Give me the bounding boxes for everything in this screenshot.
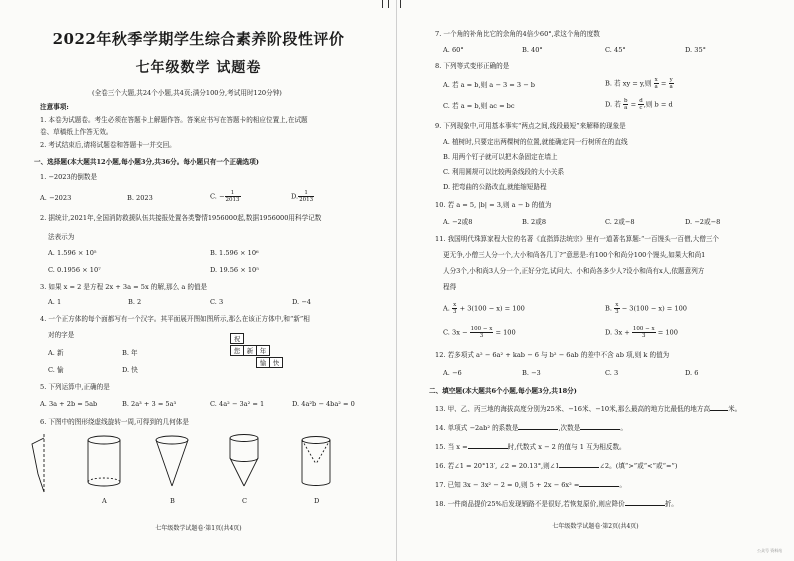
net-cell: 年 (256, 345, 270, 356)
option-a: A. 1 (48, 298, 62, 306)
option-d: D. $\frac{1}{2013}$ (291, 190, 314, 203)
option-a: A. −6 (443, 369, 462, 377)
option-c: C. 0.1956 × 10⁷ (48, 266, 101, 274)
answer-blank (468, 448, 508, 449)
option-c: C. 4a² − 3a² = 1 (210, 400, 265, 408)
question-stem: 7. 一个角的补角比它的余角的4倍少60°,求这个角的度数 (435, 30, 600, 38)
option-a: A. 60° (443, 46, 464, 54)
option-a: A. 新 (48, 349, 64, 357)
option-a: A. −2023 (40, 194, 72, 202)
answer-blank (580, 429, 620, 430)
question-stem: 10. 若 a = 5, |b| = 3,则 a − b 的值为 (435, 201, 552, 209)
option-b: B. 2023 (127, 194, 153, 202)
net-cell: 祝 (230, 333, 244, 344)
exam-title: 2022年秋季学期学生综合素养阶段性评价 (52, 30, 345, 48)
option-d: D. −2或−8 (685, 218, 721, 226)
answer-blank (710, 410, 728, 411)
page-footer: 七年级数学试题卷·第1页(共4页) (155, 525, 242, 532)
option-b: B. 2 (128, 298, 142, 306)
question-stem: 3. 如果 x = 2 是方程 2x + 3a = 5x 的解,那么 a 的值是 (40, 283, 208, 291)
question-stem: 法表示为 (48, 233, 75, 241)
notice-line: 1. 本卷为试题卷。考生必须在答题卡上解题作答。答案应书写在答题卡的相应位置上,在试题 (40, 116, 308, 124)
question-stem: 2. 据统计,2021年,全国消防救援队伍共接报处置各类警情1956000起,数据1956000用科学记数 (40, 214, 322, 222)
option-d: D. 把弯曲的公路改直,就能缩短路程 (443, 183, 547, 191)
binding-mark (382, 0, 383, 8)
answer-blank (625, 505, 665, 506)
question-stem: 5. 下列运算中,正确的是 (40, 383, 110, 391)
cylinder-cone-figure (302, 437, 330, 486)
option-d: D. 快 (122, 366, 138, 374)
option-b: B. −3 (522, 369, 541, 377)
fill-question: 15. 当 x = 时,代数式 x − 2 的值与 1 互为相反数。 (435, 443, 626, 451)
option-d: D. −4 (292, 298, 311, 306)
cone-cylinder-figure (230, 435, 258, 487)
option-c: C. 愉 (48, 366, 64, 374)
question-stem: 1. −2023的倒数是 (40, 173, 98, 181)
figure-label: A (102, 497, 107, 505)
fill-question: 13. 甲、乙、丙三地的海拔高度分别为25米、−16米、−10米,那么最高的地方比最低的地方高 米。 (435, 405, 742, 413)
option-b: B. 年 (122, 349, 138, 357)
fill-question: 16. 若∠1 = 20°13′, ∠2 = 20.13°,则∠1 ∠2。(填“>”或“<”或“=”) (435, 462, 678, 470)
option-b: B. $\frac{x}{3}$ − 3(100 − x) = 100 (605, 302, 687, 315)
figure-label: B (170, 497, 175, 505)
fill-question: 17. 已知 3x − 3x² − 2 = 0,则 5 + 2x − 6x² = 。 (435, 481, 626, 489)
rotation-figures (0, 430, 397, 520)
cone-figure (156, 436, 188, 486)
option-d: D. 若 $\frac{b}{a}$ = $\frac{d}{c}$ ,则 b = d (605, 98, 673, 111)
option-c: C. 2或−8 (605, 218, 635, 226)
fill-question: 14. 单项式 −2ab² 的系数是 ,次数是 。 (435, 424, 627, 432)
option-a: A. 3a + 2b = 5ab (40, 400, 98, 408)
question-stem: 12. 若多项式 a² − 6a² + kab − 6 与 b² − 6ab 的差中不含 ab 项,则 k 的值为 (435, 351, 670, 359)
question-stem: 人分3个,小和尚3人分一个,正好分完,试问大、小和尚各多少人?设小和尚有x人,依题意列方 (443, 267, 705, 275)
question-stem: 8. 下列等式变形正确的是 (435, 62, 510, 70)
rotation-shape-figure (32, 434, 44, 492)
question-stem: 程得 (443, 283, 457, 291)
section-heading: 一、选择题(本大题共12小题,每小题3分,共36分。每小题只有一个正确选项) (34, 158, 259, 166)
option-c: C. 3 (210, 298, 224, 306)
binding-mark (400, 0, 401, 8)
question-stem: 4. 一个正方体的每个面都写有一个汉字。其平面展开图如图所示,那么在该正方体中,和“新”相 (40, 315, 310, 323)
option-c: C. 3 (605, 369, 619, 377)
net-cell: 愉 (256, 357, 270, 368)
option-a: A. 1.596 × 10⁵ (48, 249, 97, 257)
figure-label: C (242, 497, 248, 505)
option-b: B. 40° (522, 46, 543, 54)
option-d: D. 3x + $\frac{100 - x}{3}$ = 100 (605, 326, 678, 339)
answer-blank (518, 429, 558, 430)
binding-mark (388, 0, 389, 8)
notice-line: 2. 考试结束后,请将试题卷和答题卡一并交回。 (40, 141, 176, 149)
answer-blank (579, 486, 619, 487)
option-c: C. 若 a = b,则 ac = bc (443, 102, 515, 110)
option-b: B. 2或8 (522, 218, 547, 226)
option-a: A. −2或8 (443, 218, 473, 226)
option-b: B. 2a³ + 3 = 5a³ (122, 400, 177, 408)
cylinder-figure (88, 436, 120, 486)
option-d: D. 4a²b − 4ba² = 0 (292, 400, 355, 408)
question-stem: 对的字是 (48, 331, 75, 339)
question-stem: 9. 下列现象中,可用基本事实“两点之间,线段最短”来解释的现象是 (435, 122, 626, 130)
option-d: D. 19.56 × 10⁵ (210, 266, 259, 274)
answer-blank (559, 467, 599, 468)
exam-page-2 (397, 0, 794, 561)
option-d: D. 35° (685, 46, 706, 54)
option-c: C. − $\frac{1}{2013}$ (210, 190, 240, 203)
net-cell: 您 (230, 345, 244, 356)
option-a: A. $\frac{x}{3}$ + 3(100 − x) = 100 (443, 302, 525, 315)
option-b: B. 1.596 × 10⁶ (210, 249, 259, 257)
exam-subtitle: 七年级数学 试题卷 (135, 60, 262, 76)
question-stem: 6. 下图中的图形绕虚线旋转一周,可得到的几何体是 (40, 418, 189, 426)
notice-header: 注意事项: (40, 103, 69, 111)
question-stem: 更无争,小僧三人分一个,大小和尚各几丁?”意思是:有100个和尚分100个馒头,如果大和尚1 (443, 251, 706, 259)
exam-note: (全卷三个大题,共24个小题,共4页;满分100分,考试用时120分钟) (92, 89, 282, 97)
question-stem: 11. 我国明代珠算家程大位的名著《直指算法统宗》里有一道著名算题:“一百馒头一百僧,大僧三个 (435, 235, 720, 243)
figure-label: D (314, 497, 320, 505)
corner-watermark: 公众号 资料站 (757, 548, 783, 553)
notice-line: 卷、草稿纸上作答无效。 (40, 128, 113, 136)
fill-question: 18. 一件商品提价25%后发现销路不是很好,若恢复原价,则应降价 折。 (435, 500, 678, 508)
section-heading: 二、填空题(本大题共6个小题,每小题3分,共18分) (429, 387, 577, 395)
option-a: A. 植树时,只要定出两棵树的位置,就能确定同一行树所在的直线 (443, 138, 628, 146)
option-b: B. 若 xy = y,则 $\frac{x}{a}$ = $\frac{y}{a}$ (605, 77, 673, 90)
option-d: D. 6 (685, 369, 699, 377)
net-cell: 新 (243, 345, 257, 356)
net-cell: 快 (269, 357, 283, 368)
option-c: C. 利用圆规可以比较两条线段的大小关系 (443, 168, 565, 176)
option-a: A. 若 a = b,则 a − 3 = 3 − b (443, 81, 535, 89)
option-b: B. 用两个钉子就可以把木条固定在墙上 (443, 153, 558, 161)
option-c: C. 3x − $\frac{100 - x}{3}$ = 100 (443, 326, 516, 339)
page-footer: 七年级数学试题卷·第2页(共4页) (552, 523, 639, 530)
option-c: C. 45° (605, 46, 626, 54)
